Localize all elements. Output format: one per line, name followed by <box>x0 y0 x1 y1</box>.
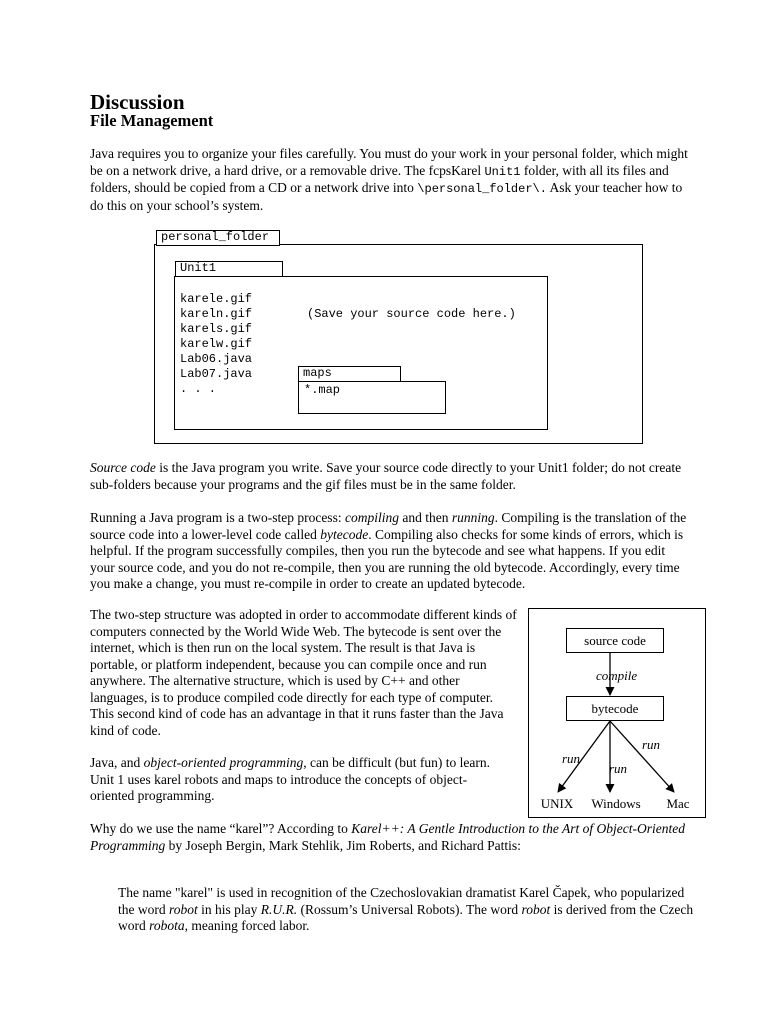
intro-paragraph <box>90 146 690 214</box>
file-list <box>180 292 252 397</box>
quote-text-1: The name "karel" is used in recognition of the Czechoslovakian dramatist Karel Čapek, who popularized the word <box>118 885 685 917</box>
oop-paragraph <box>90 755 510 805</box>
bytecode-term: bytecode <box>320 526 369 542</box>
book-title: Karel++: A Gentle Introduction to the Art of Object-Oriented Programming <box>90 821 685 853</box>
file-item: Lab07.java <box>180 367 253 381</box>
running-text-2: and then <box>398 510 452 525</box>
windows-label: Windows <box>591 796 641 811</box>
bytecode-label: bytecode <box>591 701 639 716</box>
unix-label: UNIX <box>540 796 574 811</box>
intro-text-1: Java requires you to organize your files carefully. You must do your work in your personal folder, which might be on a network drive, a hard drive, or a removable drive. The fcpsKarel <box>90 146 688 178</box>
oop-text-2: , can be difficult (but fun) to learn. Unit 1 uses karel robots and maps to introduce the concepts of object-oriented programming. <box>90 755 491 803</box>
source-code-label: source code <box>584 633 646 648</box>
compile-run-diagram <box>528 608 706 818</box>
running-text-3: . Compiling is the translation of the source code into a lower-level code called <box>90 510 687 542</box>
file-item: karels.gif <box>180 322 253 336</box>
karel-quote <box>118 885 703 935</box>
quote-term-robot-2: robot <box>521 901 551 917</box>
file-item: . . . <box>180 382 217 396</box>
oop-text-1: Java, and <box>90 755 144 770</box>
file-item: kareln.gif <box>180 307 253 321</box>
run-label-right: run <box>642 737 661 752</box>
two-step-paragraph: The two-step structure was adopted in order to accommodate different kinds of computers connected by the World Wide Web. The bytecode is sent over the internet, which is then run on the local system. The result is that Java is portable, or platform independent, because you can compile once and run anywhere. The alternative structure, which is used by C++ and other languages, is to produce compiled code directly for each type of computer. This second kind of code has an advantage in that it runs faster than the Java kind of code. <box>90 607 517 738</box>
why-text-1: Why do we use the name “karel”? According to <box>90 821 352 836</box>
quote-text-5: , meaning forced labor. <box>184 918 310 933</box>
intro-text-2: folder, with all its files and folders, should be copied from a CD or a network drive into <box>90 162 669 195</box>
file-item: Lab06.java <box>180 352 253 366</box>
oop-term: object-oriented programming <box>143 755 304 770</box>
running-text-1: Running a Java program is a two-step process: <box>90 510 345 525</box>
why-karel-paragraph <box>90 821 690 854</box>
quote-term-robot: robot <box>169 901 198 917</box>
section-subtitle: File Management <box>90 111 214 130</box>
intro-code-folder: \personal_folder\. <box>417 182 547 196</box>
why-text-2: by Joseph Bergin, Mark Stehlik, Jim Roberts, and Richard Pattis: <box>165 837 521 853</box>
save-note: (Save your source code here.) <box>307 307 516 321</box>
source-code-term: Source code <box>90 460 156 475</box>
unit1-folder-label: Unit1 <box>175 261 283 277</box>
personal-folder-label: personal_folder <box>156 230 280 246</box>
running-text-4: . Compiling also checks for some kinds of errors, which is helpful. If the program successfully compiles, then you run the bytecode and see what happens. If you edit your source code, and you do not re-compile, then you are running the old bytecode. Accordingly, every time you make a change, you must re-compile in order to create an updated bytecode. <box>90 526 684 591</box>
compile-label: compile <box>596 668 638 683</box>
quote-text-2: in his play <box>197 901 261 917</box>
intro-text-3: Ask your teacher how to do this on your school’s system. <box>90 180 683 213</box>
source-code-text: is the Java program you write. Save your source code directly to your Unit1 folder; do not create sub-folders because your programs and the gif files must be in the same folder. <box>90 460 682 492</box>
source-code-paragraph <box>90 460 690 493</box>
quote-text-3: (Rossum’s Universal Robots). The word <box>297 901 522 917</box>
run-label-left: run <box>562 751 581 766</box>
file-item: karele.gif <box>180 292 253 306</box>
mac-label: Mac <box>666 796 690 811</box>
quote-term-robota: robota <box>149 918 185 933</box>
maps-folder-label: maps <box>298 366 401 382</box>
maps-file: *.map <box>304 383 341 397</box>
quote-text-4: is derived from the Czech word <box>118 901 694 933</box>
intro-code-unit1: Unit1 <box>484 164 521 179</box>
quote-term-rur: R.U.R. <box>260 901 298 917</box>
run-label-mid: run <box>609 761 628 776</box>
page-title: Discussion <box>90 90 185 114</box>
file-item: karelw.gif <box>180 337 253 351</box>
running-paragraph <box>90 510 690 593</box>
running-term: running <box>451 510 495 525</box>
compiling-term: compiling <box>344 510 399 525</box>
